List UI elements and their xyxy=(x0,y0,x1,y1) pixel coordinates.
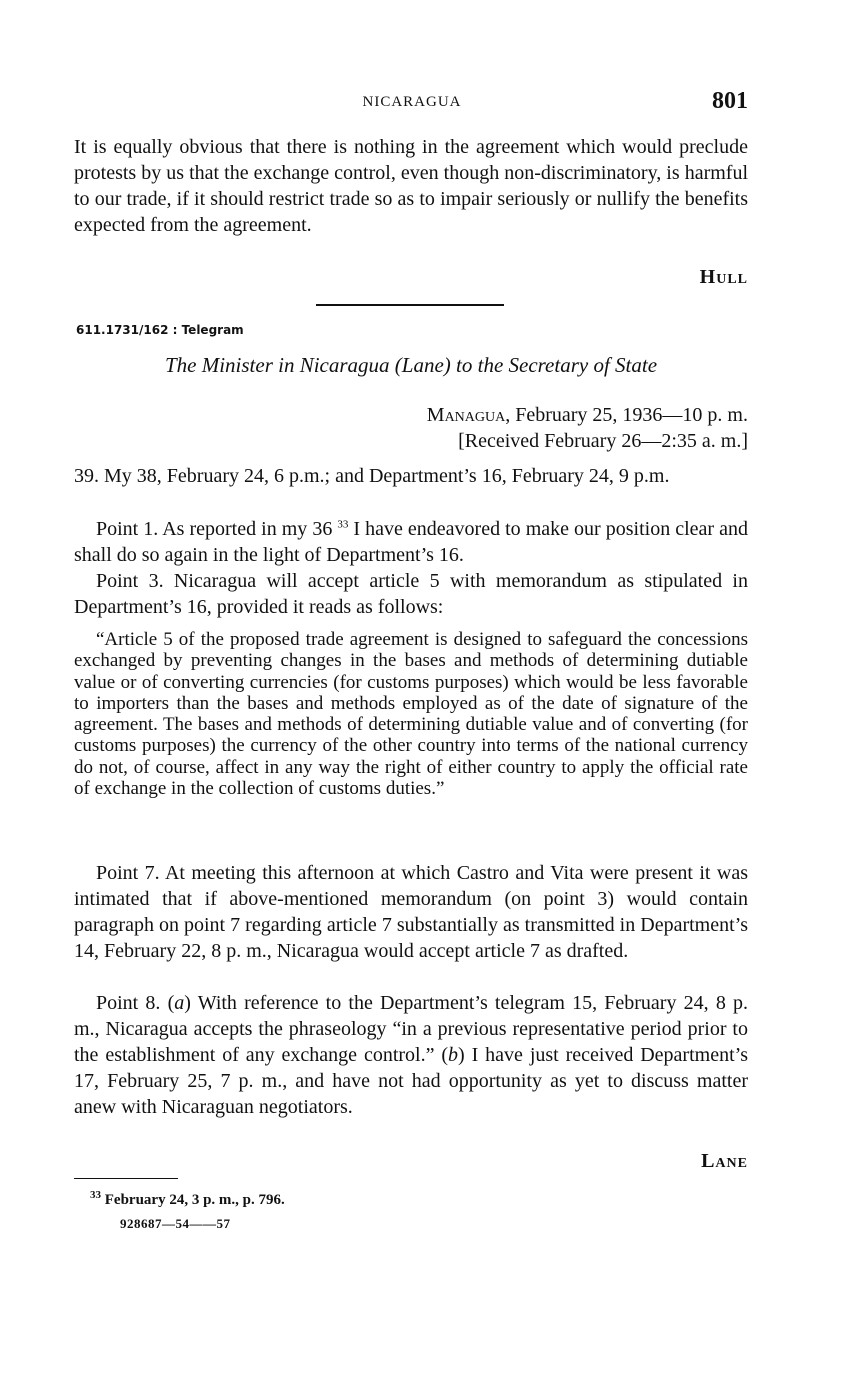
paragraph-point-8 xyxy=(74,990,748,1120)
dateline-received: [Received February 26—2:35 a. m.] xyxy=(458,430,748,452)
footnote-ref-33: 33 xyxy=(337,518,349,531)
running-head: NICARAGUA xyxy=(362,94,462,110)
dateline-place: Managua xyxy=(426,404,506,426)
page-header xyxy=(76,88,748,120)
point-8-text-a: ) With reference to the Department’s telegram 15, February 24, 8 p. m., Nicaragua accepts the phraseology “in a previous representative period prior to the establishment of any exchange control.” ( xyxy=(74,992,748,1066)
footnote-text: February 24, 3 p. m., p. 796. xyxy=(101,1192,285,1208)
point-8-label: Point 8. ( xyxy=(96,992,175,1014)
footnote xyxy=(90,1189,285,1209)
dateline-date: , February 25, 1936—10 p. m. xyxy=(505,404,748,426)
section-divider xyxy=(316,304,504,306)
signature-lane: Lane xyxy=(701,1150,748,1172)
paragraph-point-1 xyxy=(74,516,748,568)
page-number: 801 xyxy=(712,88,748,114)
point-1-text-a: Point 1. As reported in my 36 xyxy=(96,518,333,540)
point-8-text-b: ) I have just received Department’s 17, February 25, 7 p. m., and have not had opportunity as yet to discuss matter anew with Nicaraguan negotiators. xyxy=(74,1044,748,1118)
dateline xyxy=(427,402,748,454)
point-1-text-b: I have endeavored to make our position clear and shall do so again in the light of Department’s 16. xyxy=(74,518,748,566)
paragraph-point-3: Point 3. Nicaragua will accept article 5 with memorandum as stipulated in Department’s 16, provided it reads as follows: xyxy=(74,570,748,618)
document-title: The Minister in Nicaragua (Lane) to the Secretary of State xyxy=(164,353,658,377)
printer-code: 928687—54——57 xyxy=(120,1216,231,1231)
point-8-letter-a: a xyxy=(174,992,185,1014)
quoted-memorandum: “Article 5 of the proposed trade agreement is designed to safeguard the concessions exchanged by preventing changes in the bases and methods of determining dutiable value or of converting currencies (for customs purposes) which would be less favorable to importers than the bases and methods employed as of the date of signature of the agreement. The bases and methods of determining dutiable value and of converting (for customs purposes) the currency of the other country into terms of the national currency do not, of course, affect in any way the right of either country to apply the official rate of exchange in the collection of customs duties.” xyxy=(74,629,748,800)
dateline-sent xyxy=(427,402,748,428)
footnote-marker: 33 xyxy=(90,1189,101,1201)
paragraph-point-7: Point 7. At meeting this afternoon at which Castro and Vita were present it was intimated that if above-mentioned memorandum (on point 3) would contain paragraph on point 7 regarding article 7 substantially as transmitted in Department’s 14, February 22, 8 p. m., Nicaragua would accept article 7 as drafted. xyxy=(74,862,748,962)
intro-paragraph: It is equally obvious that there is nothing in the agreement which would preclude protests by us that the exchange control, even though non-discriminatory, is harmful to our trade, if it should restrict trade so as to impair seriously or nullify the benefits expected from the agreement. xyxy=(74,136,748,236)
footnote-rule xyxy=(74,1178,178,1179)
signature-hull: Hull xyxy=(699,266,748,288)
point-8-letter-b: b xyxy=(448,1044,459,1066)
paragraph-39: 39. My 38, February 24, 6 p.m.; and Department’s 16, February 24, 9 p.m. xyxy=(74,465,670,487)
file-reference: 611.1731/162 : Telegram xyxy=(76,323,244,337)
